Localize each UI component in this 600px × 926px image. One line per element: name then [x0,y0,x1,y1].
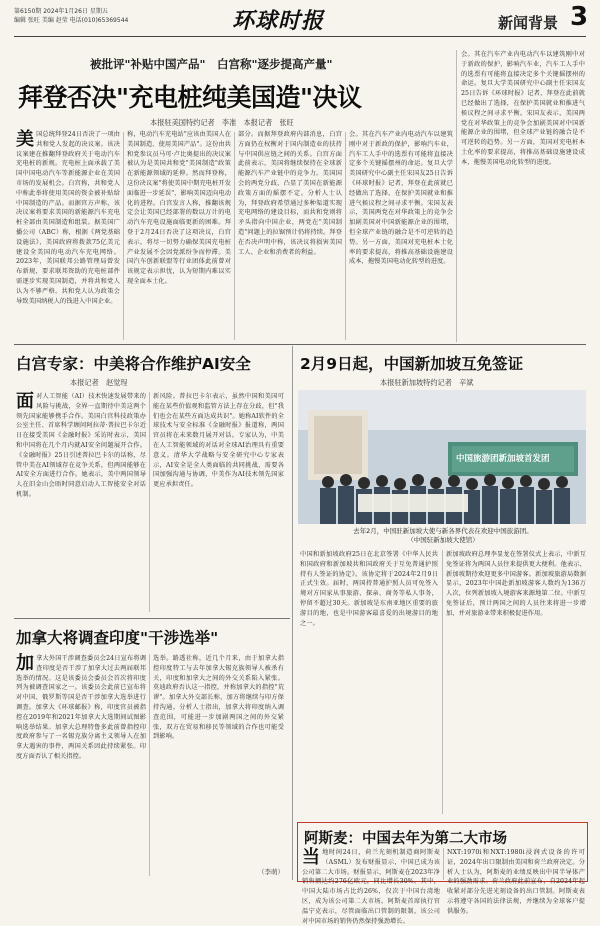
lead-byline: 本报驻美国特约记者 李准 本报记者 张旺 [150,118,294,127]
lead-column-1: 美 国总统拜登24日否决了一项由共和党人发起的决议案。该决议案建在推翻拜登政府关于电动汽车充电桩的新规。充电桩上面承载了美国中国电动汽车等新能源企业在美国市场的发展机会。白宫称，共和党人中称此举将使用美国的资金被补贴给中国制造的产品。而据官方声称，该决议案将要求美国的新能源汽车充电桩全部由美国制造和组装。据美国广播公司（ABC）称，根据《两党基础设施法》，美国政府将拨款75亿美元建设全美国的电动汽车充电网络。2023年，美国联邦公路管理局曾发布新规，要求联邦资助的充电桩部件需逐步实现美国制造，并将共和党人认为不够严格。共和党人认为政策会导致美国纳税人的钱进入中国企业。 [16,129,120,305]
singapore-column-1: 中国和新加坡政府25日在北京签署《中华人民共和国政府和新加坡共和国政府关于互免普通护照持有人签证的协定》。该协定将于2024年2月9日正式生效。届时，两国持普通护照人员可免签入境对方国家从事旅游、探亲、商务等私人事务，停留不超过30天。新加坡是东南亚地区重要的旅游目的地，也是中国游客最喜爱的出境游目的地之一。 [300,551,438,627]
column-divider [234,132,235,340]
singapore-column-2: 新加坡政府总理李显龙在签署仪式上表示，中新互免签证将为两国人员往来提供更大便利。他表示，新加坡期待欢迎更多中国游客。新加坡旅游局数据显示，2023年中国赴新加坡游客人数约为136万人次，位列新加坡入境游客来源地第二位。中新互免签证后，预计两国之间的人员往来将进一步增加，并对旅游业带来积极促进作用。 [446,551,586,617]
masthead-rule [14,36,586,37]
ai-byline: 本报记者 赵觉珵 [70,378,128,387]
lead-column-3: 部分。而据拜登政府内部消息，白宫方面仍在权衡对于国内制造业的扶持与中国供应链之间的关系。白宫方面此前表示，美国将继续保持在全球新能源汽车产业链中的竞争力。美国国会的两党分歧，凸显了美国在新能源政策方面的摇摆不定。分析人士认为，拜登政府希望通过多种渠道实现充电网络的建设目标，而共和党则将矛头指向中国企业，两党在"美国制造"问题上的拉锯预计仍将持续。拜登在否决声明中称，该决议将损害美国工人、企业和消费者的利益。 [238,131,342,256]
ai-column-1: 面 对人工智能（AI）技术快速发展带来的风险与挑战，全界一直期待中美这两个领先国家能够携手合作。美国白宫科技政策办公室主任、首席科学顾问阿拉蒂·普拉巴卡尔近日在接受美国《金融时报》采访时表示，美国和中国将在几个月内就AI安全问题展开合作。《金融时报》25日引述普拉巴卡尔的话称，尽管中美在AI领域存在竞争关系，但两国能够在AI安全方面进行合作。她表示，美中两国领导人在旧金山会晤时同意启动人工智能安全对话机制。 [16,391,146,498]
section-rule [14,344,586,345]
column-divider [456,50,457,342]
lead-column-5: 会。其在汽车产业内电动汽车以建筑刚中对于新政的保护，影响汽车业，汽车工人手中的选票有可能将直接决定多个关键摇摆州的命运。复旦大学美国研究中心副主任宋国友25日告诉《环球时报》记者，拜登在此前就已经做出了选择，在保护美国就业和推进气候议程之间寻求平衡。宋国友表示，美国两党在对华政策上的竞争会加剧美国对中国新能源企业的围堵，但全球产业链的融合是不可逆转的趋势。另一方面，美国对充电桩本土化率的要求提高，将推高基础设施建设成本，拖慢美国电动化转型的进度。 [461,51,585,166]
photo-banner-text: 中国旅游团新加坡首发团 [456,454,550,464]
lead-kicker: 被批评"补贴中国产品" 白宫称"逐步提高产量" [90,57,333,71]
lead-dropcap: 美 [16,129,35,150]
issue-weekday: 星期五 [89,8,108,15]
lead-headline: 拜登否决"充电桩纯美国造"决议 [18,83,362,112]
phone-line: 电话(010)65369544 [69,17,129,24]
asml-dropcap: 当 [302,847,321,868]
singapore-headline: 2月9日起，中国新加坡互免签证 [300,355,524,373]
lead-column-2: 称，电动汽车充电站"应该由美国人在美国制造、使用美国产品"。这份由共和党参议员马可·卢比奥提出的决议案被认为是美国共和党"美国制造"政策在新能源领域的延伸。然而拜登称，这份决议案"将使美国中期充电桩开发面临进一步延误"，影响美国迈向电动化的进程。白宫发言人称，推翻该规定会让美国已经部署的数以万计的电动汽车充电设施面临更新的困难。拜登于2月24日否决了这项决议，白宫表示，将尽一切努力确保美国充电桩产业发展不会因党派纷争而停滞。美国汽车创新联盟等行业团体此前曾对该规定表示担忧，认为短期内难以实现全面本土化。 [127,131,231,285]
newspaper-logo: 环球时报 [232,8,325,34]
photo-caption: 去年2月，中国驻新加坡大使与新各界代表在欢迎中国旅游团。 （中国驻新加坡大使馆） [353,527,533,544]
section-rule [14,618,290,619]
column-divider [345,132,346,340]
issue-number: 第6150期 [14,8,42,15]
photo-credit: （中国驻新加坡大使馆） [407,536,479,544]
ai-headline: 白宫专家：中美将合作维护AI安全 [16,355,251,373]
column-divider [443,848,444,880]
masthead [14,2,589,44]
editors-line: 编辑 张旺 美编 赵莹 [14,17,68,24]
singapore-photo [298,390,586,524]
singapore-byline: 本报驻新加坡特约记者 辛斌 [380,378,474,387]
column-divider [149,392,150,612]
column-divider [149,654,150,876]
asml-column-1: 当 地时间24日，荷兰光刻机制造商阿斯麦（ASML）发布财报显示，中国已成为该公司第二大市场。财报显示，阿斯麦在2023年净销售额达约276亿欧元，同比增长30%。其中，中国大陆市场占比约26%，仅次于中国台湾地区，成为该公司第二大市场。阿斯麦首席执行官温宁克表示，尽管面临出口管制的限制，该公司对中国市场的销售仍然保持强劲增长。 [302,847,440,925]
column-divider [442,550,443,814]
ai-dropcap: 面 [16,391,35,412]
canada-author: （李萌） [258,868,284,876]
page-vertical-divider [292,346,293,880]
column-divider [123,132,124,340]
asml-column-2: NXT:1970i和NXT:1980i浸润式设备的许可证，2024年出口限制由美国和荷兰政府决定。分析人士认为，阿斯麦的业绩反映出中国半导体产业的强劲需求。荷兰政府此前宣布，自2024年起收紧对部分先进光刻设备的出口管制。阿斯麦表示将遵守各国的法律法规，并继续为全球客户提供服务。 [447,849,585,915]
section-label: 新闻背景 [498,14,559,32]
asml-headline: 阿斯麦：中国去年为第二大市场 [304,831,507,847]
canada-dropcap: 加 [16,653,35,674]
issue-date: 2024年1月26日 [43,8,88,15]
canada-column-2: 选举。路透社称，近几个月来，由于加拿大指控印度特工与去年加拿大锡克族领导人被杀有关，印度和加拿大之间的外交关系陷入紧张。莫迪政府否认这一指控，并称加拿大的指控"荒谬"。加拿大外交部长称，加方将继续与印方保持沟通。分析人士指出，加拿大将印度纳入调查范围，可能进一步加剧两国之间的外交紧张，双方在贸易和移民等领域的合作也可能受到影响。 [153,655,284,741]
ai-column-2: 新风险。普拉巴卡尔表示，虽然中国和美国可能在某些价值观和监管方法上存在分歧，但"我们也会在某些方面达成共识"。她称AI软件的全球技术与安全标准《金融时报》报道称，两国官员将在未来数月展开对话。专家认为，中美在人工智能领域的对话对全球AI治理具有重要意义。清华大学战略与安全研究中心专家表示，AI安全是全人类面临的共同挑战，需要各国加强沟通与协调，中美作为AI技术领先国家更应承担责任。 [153,393,284,489]
canada-headline: 加拿大将调查印度"干涉选举" [16,629,219,647]
page-number: 3 [570,2,589,32]
lead-column-4: 会。其在汽车产业内电动汽车以建筑刚中对于新政的保护，影响汽车业，汽车工人手中的选票有可能将直接决定多个关键摇摆州的命运。复旦大学美国研究中心副主任宋国友25日告诉《环球时报》记者，拜登在此前就已经做出了选择，在保护美国就业和推进气候议程之间寻求平衡。宋国友表示，美国两党在对华政策上的竞争会加剧美国对中国新能源企业的围堵，但全球产业链的融合是不可逆转的趋势。另一方面，美国对充电桩本土化率的要求提高，将推高基础设施建设成本，拖慢美国电动化转型的进度。 [349,131,453,266]
canada-column-1: 加 拿大外国干涉调查委员会24日宣布将调查印度是否干涉了加拿大过去两届联邦选举的情况。这是该委员会委员会首次将印度列为被调查国家之一。该委员会此前已宣布将对中国、俄罗斯等国是否干涉加拿大选举进行调查。加拿大《环球邮报》称，印度官员被指控在2019年和2021年加拿大大选期间试图影响选举结果。加拿大总理特鲁多此前曾指控印度政府参与了一名锡克族分离主义领导人在加拿大遇害的事件，两国关系因此持续紧张。印度方面否认了相关指控。 [16,653,146,760]
